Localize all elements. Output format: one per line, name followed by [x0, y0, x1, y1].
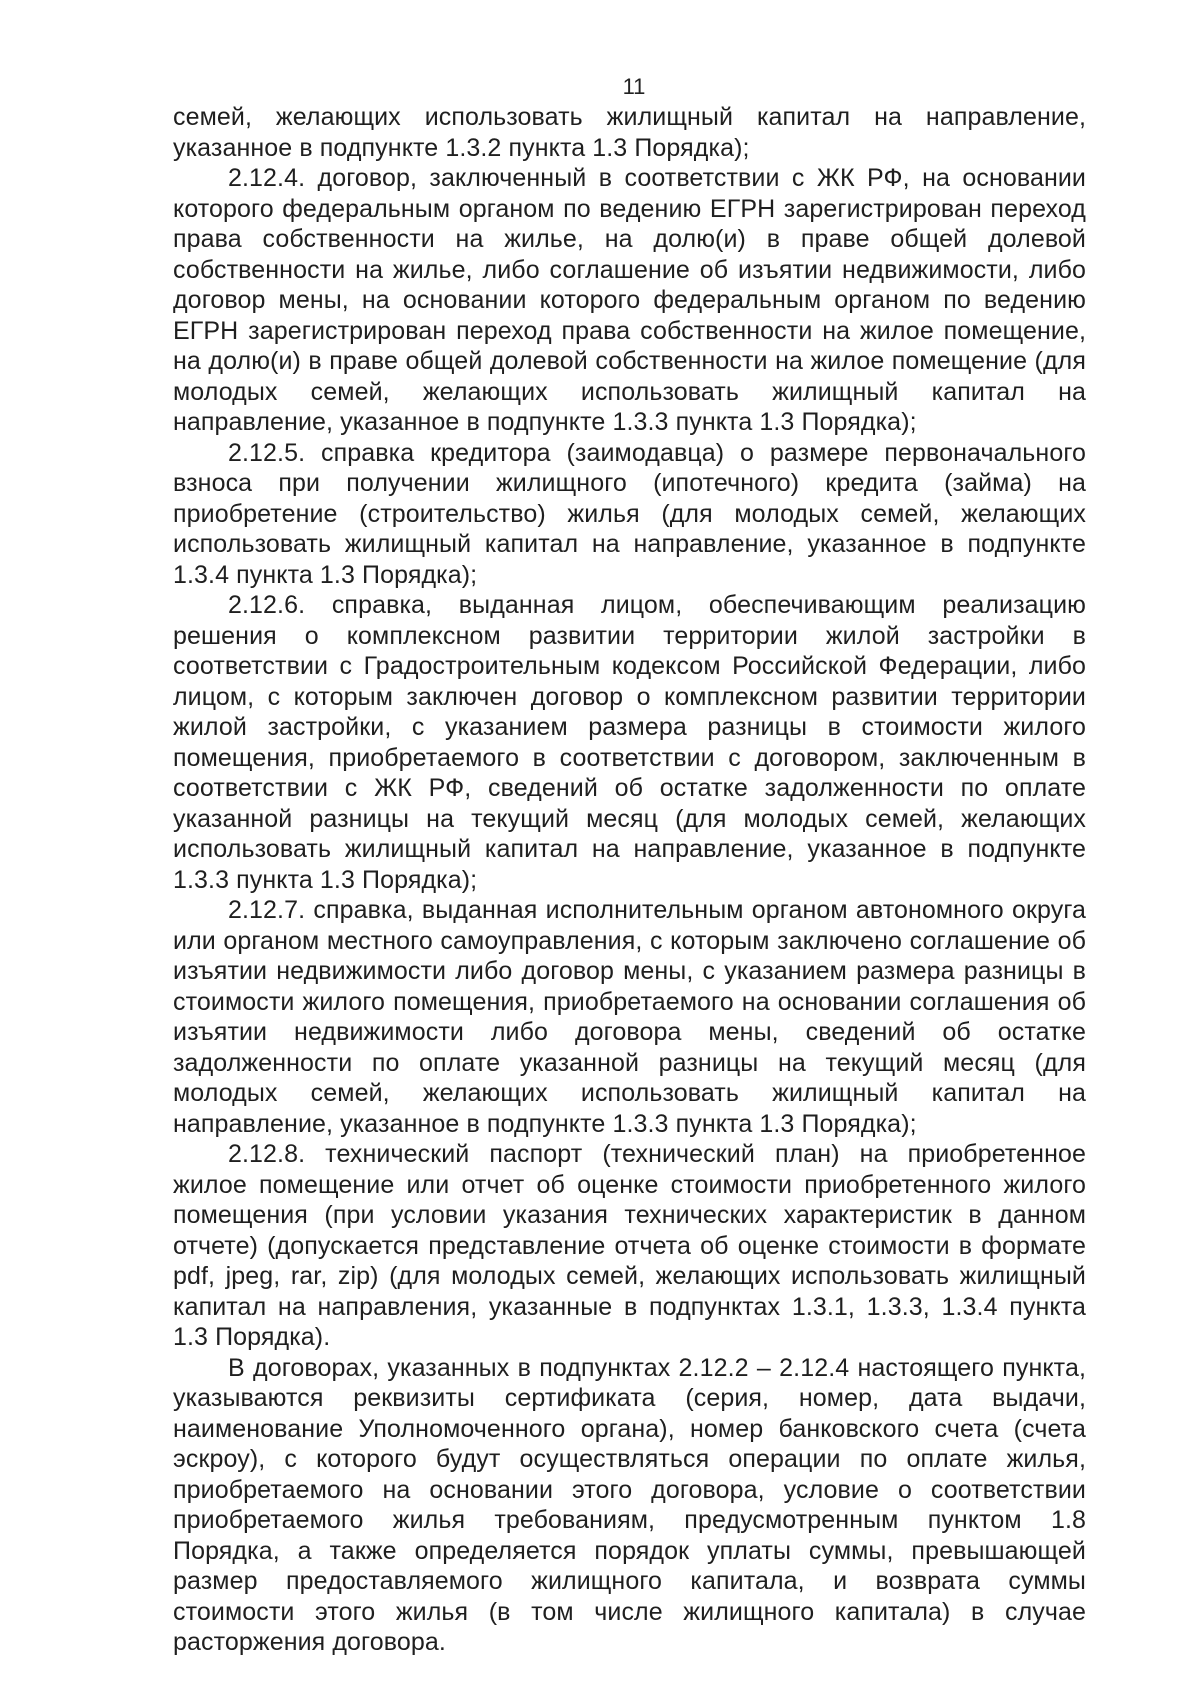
paragraph-2-12-6: 2.12.6. справка, выданная лицом, обеспечивающим реализацию решения о комплексном развитии территории жилой застройки в соответствии с Градостроительным кодексом Российской Федерации, либо лицом, с которым заключен договор о комплексном развитии территории жилой застройки, с указанием размера разницы в стоимости жилого помещения, приобретаемого в соответствии с договором, заключенным в соответствии с ЖК РФ, сведений об остатке задолженности по оплате указанной разницы на текущий месяц (для молодых семей, желающих использовать жилищный капитал на направление, указанное в подпункте 1.3.3 пункта 1.3 Порядка); [173, 591, 1086, 894]
document-body [173, 102, 1086, 1658]
paragraph-2-12-5: 2.12.5. справка кредитора (заимодавца) о размере первоначального взноса при получении жилищного (ипотечного) кредита (займа) на приобретение (строительство) жилья (для молодых семей, желающих использовать жилищный капитал на направление, указанное в подпункте 1.3.4 пункта 1.3 Порядка); [173, 438, 1086, 589]
paragraph-2-12-7: 2.12.7. справка, выданная исполнительным органом автономного округа или органом местного самоуправления, с которым заключено соглашение об изъятии недвижимости либо договор мены, с указанием размера разницы в стоимости жилого помещения, приобретаемого на основании соглашения об изъятии недвижимости либо договора мены, сведений об остатке задолженности по оплате указанной разницы на текущий месяц (для молодых семей, желающих использовать жилищный капитал на направление, указанное в подпункте 1.3.3 пункта 1.3 Порядка); [173, 896, 1086, 1138]
paragraph-contracts-requisites: В договорах, указанных в подпунктах 2.12.2 – 2.12.4 настоящего пункта, указываются реквизиты сертификата (серия, номер, дата выдачи, наименование Уполномоченного органа), номер банковского счета (счета эскроу), с которого будут осуществляться операции по оплате жилья, приобретаемого на основании этого договора, условие о соответствии приобретаемого жилья требованиям, предусмотренным пунктом 1.8 Порядка, а также определяется порядок уплаты суммы, превышающей размер предоставляемого жилищного капитала, и возврата суммы стоимости этого жилья (в том числе жилищного капитала) в случае расторжения договора. [173, 1353, 1086, 1656]
paragraph-continuation: семей, желающих использовать жилищный капитал на направление, указанное в подпункте 1.3.2 пункта 1.3 Порядка); [173, 103, 1086, 162]
paragraph-2-12-8: 2.12.8. технический паспорт (технический план) на приобретенное жилое помещение или отчет об оценке стоимости приобретенного жилого помещения (при условии указания технических характеристик в данном отчете) (допускается представление отчета об оценке стоимости в формате pdf, jpeg, rar, zip) (для молодых семей, желающих использовать жилищный капитал на направления, указанные в подпунктах 1.3.1, 1.3.3, 1.3.4 пункта 1.3 Порядка). [173, 1140, 1086, 1351]
paragraph-2-12-4: 2.12.4. договор, заключенный в соответствии с ЖК РФ, на основании которого федеральным органом по ведению ЕГРН зарегистрирован переход права собственности на жилье, на долю(и) в праве общей долевой собственности на жилье, либо соглашение об изъятии недвижимости, либо договор мены, на основании которого федеральным органом по ведению ЕГРН зарегистрирован переход права собственности на жилое помещение, на долю(и) в праве общей долевой собственности на жилое помещение (для молодых семей, желающих использовать жилищный капитал на направление, указанное в подпункте 1.3.3 пункта 1.3 Порядка); [173, 164, 1086, 436]
page-number: 11 [622, 74, 646, 99]
